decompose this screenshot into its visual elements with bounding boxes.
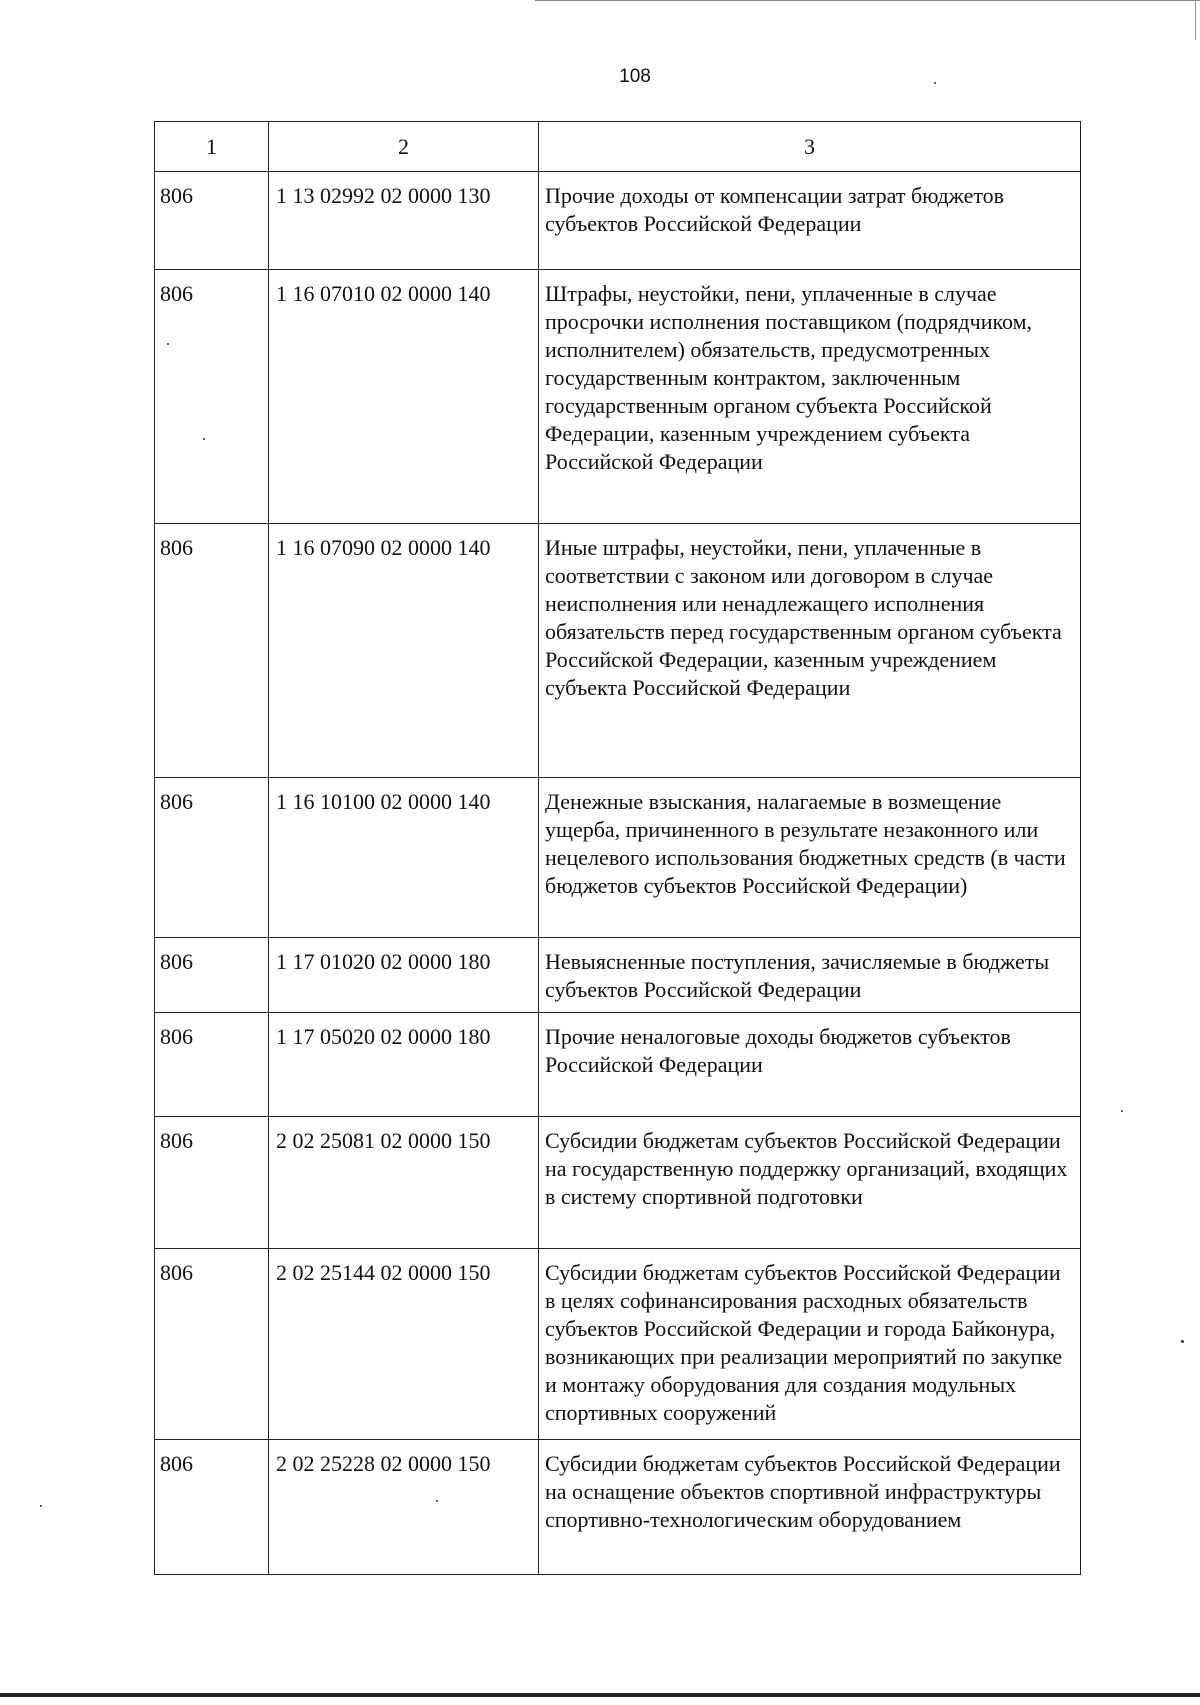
table-row <box>155 1117 1081 1249</box>
budget-code-cell: 2 02 25228 02 0000 150 <box>269 1440 539 1575</box>
table-row <box>155 1440 1081 1575</box>
admin-code-cell: 806 <box>155 1013 269 1117</box>
admin-code-cell: 806 <box>155 270 269 524</box>
budget-code-cell: 1 17 01020 02 0000 180 <box>269 938 539 1013</box>
table-row <box>155 778 1081 938</box>
budget-code-cell: 1 16 07090 02 0000 140 <box>269 524 539 778</box>
revenue-name-cell: Субсидии бюджетам субъектов Российской Федерации на государственную поддержку организаций, входящих в систему спортивной подготовки <box>539 1117 1081 1249</box>
admin-code-cell: 806 <box>155 778 269 938</box>
admin-code-cell: 806 <box>155 1117 269 1249</box>
revenue-name-cell: Невыясненные поступления, зачисляемые в бюджеты субъектов Российской Федерации <box>539 938 1081 1013</box>
scan-speck <box>40 1505 42 1507</box>
revenue-name-cell: Субсидии бюджетам субъектов Российской Федерации на оснащение объектов спортивной инфраструктуры спортивно-технологическим оборудованием <box>539 1440 1081 1575</box>
scan-speck <box>1181 1340 1184 1343</box>
table-row <box>155 1013 1081 1117</box>
admin-code-cell: 806 <box>155 172 269 270</box>
revenue-name-cell: Прочие неналоговые доходы бюджетов субъектов Российской Федерации <box>539 1013 1081 1117</box>
admin-code-cell: 806 <box>155 1440 269 1575</box>
admin-code-cell: 806 <box>155 938 269 1013</box>
scan-top-rule <box>535 0 1200 1</box>
revenue-name-cell: Субсидии бюджетам субъектов Российской Федерации в целях софинансирования расходных обязательств субъектов Российской Федерации и города Байконура, возникающих при реализации мероприятий по закупке и монтажу оборудования для создания модульных спортивных сооружений <box>539 1249 1081 1440</box>
table-row <box>155 524 1081 778</box>
page-number: 108 <box>619 66 651 87</box>
scan-bottom-rule <box>0 1693 1200 1697</box>
budget-code-cell: 1 16 07010 02 0000 140 <box>269 270 539 524</box>
admin-code-cell: 806 <box>155 524 269 778</box>
revenue-name-cell: Денежные взыскания, налагаемые в возмещение ущерба, причиненного в результате незаконного или нецелевого использования бюджетных средств (в части бюджетов субъектов Российской Федерации) <box>539 778 1081 938</box>
table-row <box>155 938 1081 1013</box>
table-row <box>155 270 1081 524</box>
header-col-2: 2 <box>269 122 539 172</box>
table-row <box>155 172 1081 270</box>
admin-code-cell: 806 <box>155 1249 269 1440</box>
table-row <box>155 1249 1081 1440</box>
budget-code-cell: 1 17 05020 02 0000 180 <box>269 1013 539 1117</box>
budget-revenue-table <box>154 121 1081 1575</box>
budget-code-cell: 2 02 25144 02 0000 150 <box>269 1249 539 1440</box>
budget-code-cell: 2 02 25081 02 0000 150 <box>269 1117 539 1249</box>
scan-right-rule <box>1195 0 1196 40</box>
budget-code-cell: 1 16 10100 02 0000 140 <box>269 778 539 938</box>
revenue-name-cell: Прочие доходы от компенсации затрат бюджетов субъектов Российской Федерации <box>539 172 1081 270</box>
header-col-1: 1 <box>155 122 269 172</box>
revenue-name-cell: Иные штрафы, неустойки, пени, уплаченные в соответствии с законом или договором в случае неисполнения или ненадлежащего исполнения обязательств перед государственным органом субъекта Российской Федерации, казенным учреждением субъекта Российской Федерации <box>539 524 1081 778</box>
table-header-row <box>155 122 1081 172</box>
scan-speck <box>1121 1110 1123 1112</box>
budget-code-cell: 1 13 02992 02 0000 130 <box>269 172 539 270</box>
header-col-3: 3 <box>539 122 1081 172</box>
revenue-name-cell: Штрафы, неустойки, пени, уплаченные в случае просрочки исполнения поставщиком (подрядчиком, исполнителем) обязательств, предусмотренных государственным контрактом, заключенным государственным органом субъекта Российской Федерации, казенным учреждением субъекта Российской Федерации <box>539 270 1081 524</box>
